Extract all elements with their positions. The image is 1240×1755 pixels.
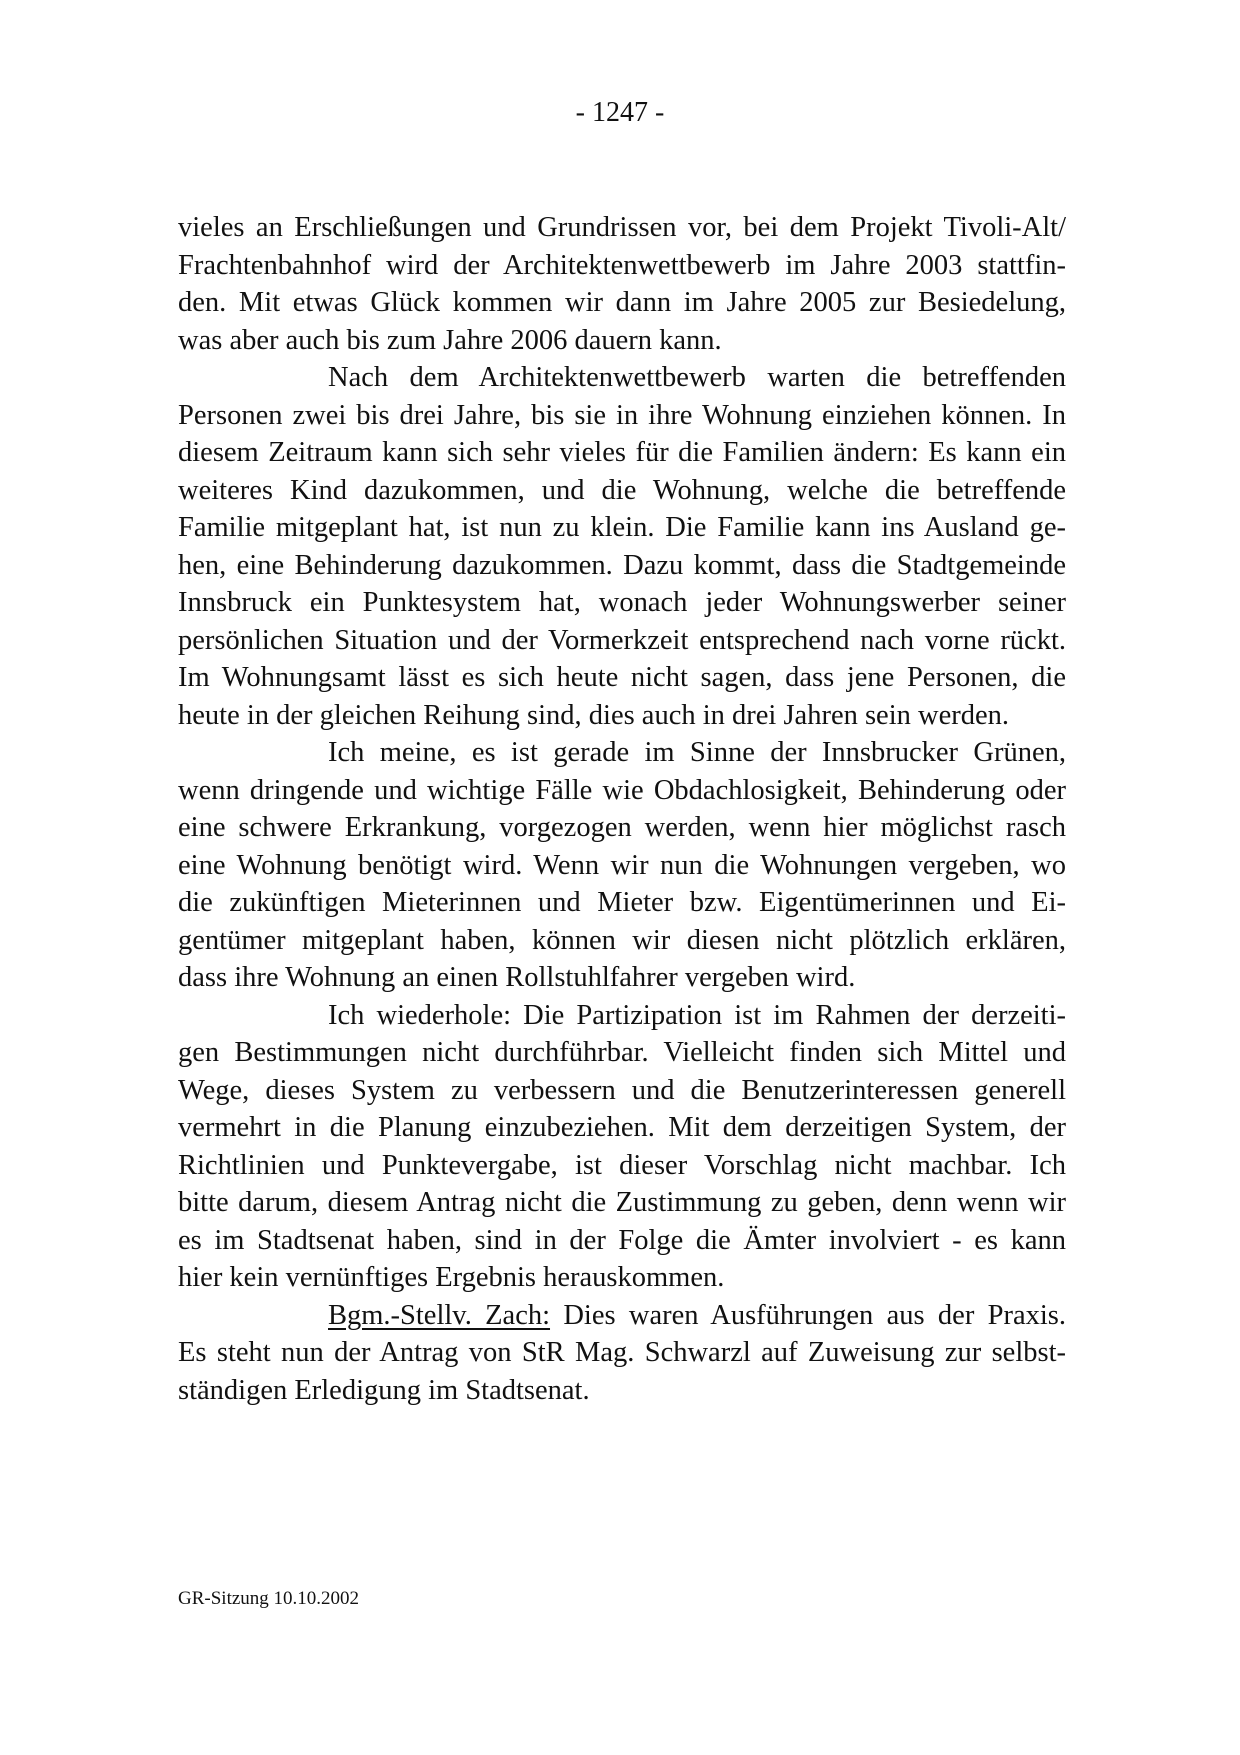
text-line: persönlichen Situation und der Vormerkzeit entsprechend nach vorne rückt. xyxy=(178,624,1066,656)
paragraph-3 xyxy=(178,734,1066,997)
text-line: ständigen Erledigung im Stadtsenat. xyxy=(178,1374,590,1406)
document-body xyxy=(178,209,1066,1409)
text-line: bitte darum, diesem Antrag nicht die Zustimmung zu geben, denn wenn wir xyxy=(178,1187,1066,1218)
text-line: hen, eine Behinderung dazukommen. Dazu kommt, dass die Stadtgemeinde xyxy=(178,549,1066,581)
text-line: Es steht nun der Antrag von StR Mag. Schwarzl auf Zuweisung zur selbst- xyxy=(178,1337,1066,1368)
text-line: Personen zwei bis drei Jahre, bis sie in ihre Wohnung einziehen können. In xyxy=(178,399,1066,431)
text-line: hier kein vernünftiges Ergebnis herauskommen. xyxy=(178,1262,725,1293)
text-line: Wege, dieses System zu verbessern und die Benutzerinteressen generell xyxy=(178,1074,1066,1106)
speaker-name: Bgm.-Stellv. Zach: xyxy=(328,1299,551,1331)
footer-session-date: GR-Sitzung 10.10.2002 xyxy=(178,1588,360,1609)
text-line: vermehrt in die Planung einzubeziehen. Mit dem derzeitigen System, der xyxy=(178,1112,1066,1143)
text-line: vieles an Erschließungen und Grundrissen vor, bei dem Projekt Tivoli-Alt/ xyxy=(178,212,1066,243)
text-line: Innsbruck ein Punktesystem hat, wonach jeder Wohnungswerber seiner xyxy=(178,587,1066,618)
text-line: Nach dem Architektenwettbewerb warten die betreffenden xyxy=(328,362,1066,393)
speaker-statement: Dies waren Ausführungen aus der Praxis. xyxy=(550,1299,1066,1331)
text-line: Im Wohnungsamt lässt es sich heute nicht sagen, dass jene Personen, die xyxy=(178,662,1066,693)
text-line: es im Stadtsenat haben, sind in der Folge die Ämter involviert - es kann xyxy=(178,1224,1066,1256)
text-line: den. Mit etwas Glück kommen wir dann im Jahre 2005 zur Besiedelung, xyxy=(178,287,1066,318)
text-line: Familie mitgeplant hat, ist nun zu klein. Die Familie kann ins Ausland ge- xyxy=(178,512,1066,543)
text-line: diesem Zeitraum kann sich sehr vieles für die Familien ändern: Es kann ein xyxy=(178,437,1066,468)
paragraph-1 xyxy=(178,209,1066,359)
text-line: Frachtenbahnhof wird der Architektenwettbewerb im Jahre 2003 stattfin- xyxy=(178,249,1066,281)
text-line: eine Wohnung benötigt wird. Wenn wir nun die Wohnungen vergeben, wo xyxy=(178,849,1066,881)
text-line: gen Bestimmungen nicht durchführbar. Vielleicht finden sich Mittel und xyxy=(178,1037,1066,1068)
text-line: weiteres Kind dazukommen, und die Wohnung, welche die betreffende xyxy=(178,474,1066,506)
text-line: dass ihre Wohnung an einen Rollstuhlfahrer vergeben wird. xyxy=(178,962,856,993)
paragraph-2 xyxy=(178,359,1066,734)
text-line: gentümer mitgeplant haben, können wir diesen nicht plötzlich erklären, xyxy=(178,924,1066,956)
page-number: - 1247 - xyxy=(575,97,665,128)
text-line xyxy=(178,1297,1066,1335)
text-line: was aber auch bis zum Jahre 2006 dauern kann. xyxy=(178,324,722,356)
text-line: Richtlinien und Punktevergabe, ist dieser Vorschlag nicht machbar. Ich xyxy=(178,1149,1066,1181)
text-line: eine schwere Erkrankung, vorgezogen werden, wenn hier möglichst rasch xyxy=(178,812,1066,843)
paragraph-4 xyxy=(178,997,1066,1297)
text-line: Ich wiederhole: Die Partizipation ist im Rahmen der derzeiti- xyxy=(328,999,1066,1031)
text-line: wenn dringende und wichtige Fälle wie Obdachlosigkeit, Behinderung oder xyxy=(178,774,1066,806)
text-line: die zukünftigen Mieterinnen und Mieter bzw. Eigentümerinnen und Ei- xyxy=(178,887,1066,918)
text-line: Ich meine, es ist gerade im Sinne der Innsbrucker Grünen, xyxy=(328,737,1066,768)
paragraph-5 xyxy=(178,1297,1066,1410)
text-line: heute in der gleichen Reihung sind, dies auch in drei Jahren sein werden. xyxy=(178,699,1009,731)
